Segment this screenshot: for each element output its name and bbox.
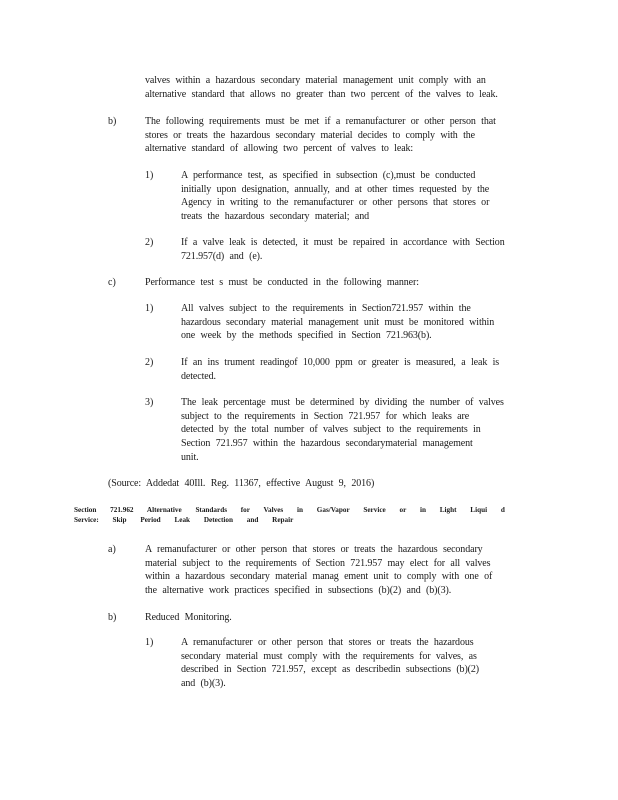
item-b1-paragraph: [181, 169, 489, 224]
text-line: (Source: Addedat 40Ill. Reg. 11367, effective August 9, 2016): [108, 478, 375, 489]
text-line: treats the hazardous secondary material; and: [181, 211, 370, 223]
text-line: Performance test s must be conducted in the following manner:: [145, 277, 419, 288]
heading-line: Service: Skip Period Leak Detection and Repair: [74, 516, 294, 524]
text-line: valves within a hazardous secondary material management unit comply with an: [145, 75, 486, 86]
text-line: detected by the total number of valves subject to the requirements in: [181, 424, 481, 436]
text-line: the alternative work practices specified in subsections (b)(2) and (b)(3).: [145, 585, 452, 597]
item-b2-1-label: 1): [145, 637, 154, 648]
text-line: alternative standard of allowing two percent of valves to leak:: [145, 143, 414, 155]
text-line: A remanufacturer or other person that stores or treats the hazardous secondary: [145, 544, 483, 555]
text-line: initially upon designation, annually, and at other times requested by the: [181, 183, 490, 195]
text-line: detected.: [181, 370, 216, 382]
item-a2-paragraph: [145, 543, 492, 598]
intro-paragraph: [145, 74, 498, 101]
item-b2-section-label: b): [108, 612, 117, 623]
text-line: The following requirements must be met if a remanufacturer or other person that: [145, 116, 496, 127]
item-c2-label: 2): [145, 357, 154, 368]
text-line: 721.957(d) and (e).: [181, 250, 263, 262]
text-line: If a valve leak is detected, it must be repaired in accordance with Section: [181, 237, 505, 248]
item-c1-label: 1): [145, 303, 154, 314]
item-b2-paragraph: [181, 236, 505, 263]
text-line: stores or treats the hazardous secondary material decides to comply with the: [145, 129, 476, 141]
text-line: described in Section 721.957, except as describedin subsections (b)(2): [181, 664, 480, 676]
text-line: The leak percentage must be determined by dividing the number of valves: [181, 397, 504, 408]
item-c3-label: 3): [145, 397, 154, 408]
source-note: [108, 477, 374, 491]
item-b2-label: 2): [145, 237, 154, 248]
item-a2-label: a): [108, 544, 116, 555]
text-line: secondary material must comply with the requirements for valves, as: [181, 650, 477, 662]
item-b2-section-paragraph: [145, 611, 232, 625]
item-b2-1-paragraph: [181, 636, 479, 691]
text-line: Reduced Monitoring.: [145, 612, 232, 623]
item-c2-paragraph: [181, 356, 499, 383]
text-line: A remanufacturer or other person that stores or treats the hazardous: [181, 637, 474, 648]
item-c1-paragraph: [181, 302, 494, 343]
item-b-paragraph: [145, 115, 496, 156]
section-heading: [74, 505, 505, 525]
item-c-label: c): [108, 277, 116, 288]
item-c-paragraph: [145, 276, 419, 290]
text-line: one week by the methods specified in Section 721.963(b).: [181, 330, 432, 342]
text-line: within a hazardous secondary material manag ement unit to comply with one of: [145, 571, 493, 583]
text-line: If an ins trument readingof 10,000 ppm or greater is measured, a leak is: [181, 357, 500, 368]
item-b-label: b): [108, 116, 117, 127]
text-line: unit.: [181, 451, 199, 463]
text-line: alternative standard that allows no greater than two percent of the valves to leak.: [145, 88, 498, 100]
text-line: Agency in writing to the remanufacturer or other persons that stores or: [181, 197, 490, 209]
text-line: A performance test, as specified in subsection (c),must be conducted: [181, 170, 476, 181]
item-b1-label: 1): [145, 170, 154, 181]
heading-line: Section 721.962 Alternative Standards for Valves in Gas/Vapor Service or in Light Liqui d: [74, 506, 505, 514]
text-line: subject to the requirements in Section 721.957 for which leaks are: [181, 410, 470, 422]
text-line: and (b)(3).: [181, 678, 226, 690]
item-c3-paragraph: [181, 396, 504, 465]
text-line: Section 721.957 within the hazardous secondarymaterial management: [181, 438, 473, 450]
text-line: hazardous secondary material management unit must be monitored within: [181, 316, 495, 328]
text-line: All valves subject to the requirements in Section721.957 within the: [181, 303, 471, 314]
text-line: material subject to the requirements of Section 721.957 may elect for all valves: [145, 557, 491, 569]
